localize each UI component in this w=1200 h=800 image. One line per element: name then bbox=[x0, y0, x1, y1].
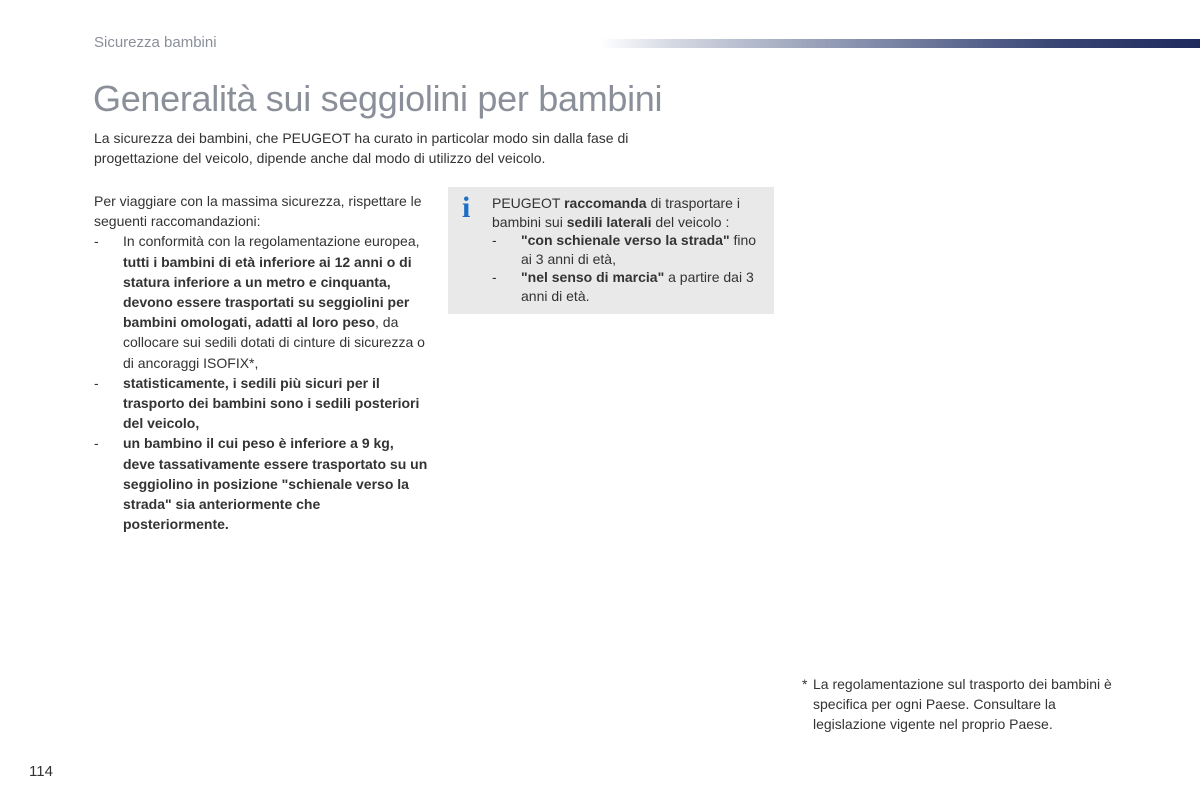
info-list-item bbox=[492, 268, 770, 305]
page-number: 114 bbox=[29, 763, 53, 780]
info-text-span: di trasportare i bambini sui bbox=[492, 195, 740, 230]
item-bold-text: tutti i bambini di età inferiore ai 12 anni o di statura inferiore a un metro e cinquanta, devono essere trasportati su seggiolini per bambini omologati, adatti al loro peso bbox=[123, 253, 412, 331]
info-box bbox=[448, 187, 774, 314]
recommendations-column bbox=[94, 191, 429, 534]
info-list-item bbox=[492, 231, 770, 268]
info-bold-text: "nel senso di marcia" bbox=[521, 269, 665, 285]
item-text: In conformità con la regolamentazione europea, bbox=[123, 233, 420, 250]
info-bold-text: "con schienale verso la strada" bbox=[521, 232, 730, 248]
info-text-span: a partire dai 3 anni di età. bbox=[521, 269, 754, 304]
item-bold-text: statisticamente, i sedili più sicuri per il trasporto dei bambini sono i sedili posteriori del veicolo, bbox=[123, 374, 420, 432]
info-bold-text: sedili laterali bbox=[566, 213, 652, 230]
intro-paragraph: La sicurezza dei bambini, che PEUGEOT ha curato in particolar modo sin dalla fase di progettazione del veicolo, dipende anche dal modo di utilizzo del veicolo. bbox=[94, 130, 629, 166]
page-title: Generalità sui seggiolini per bambini bbox=[93, 78, 663, 119]
info-text-span: del veicolo : bbox=[651, 213, 730, 230]
bullet-dash: - bbox=[492, 232, 497, 248]
footnote-text: La regolamentazione sul trasporto dei bambini è specifica per ogni Paese. Consultare la legislazione vigente nel proprio Paese. bbox=[813, 676, 1112, 732]
footnote-marker: * bbox=[802, 676, 808, 692]
bullet-dash: - bbox=[94, 374, 99, 391]
info-bold-text: raccomanda bbox=[564, 195, 647, 211]
info-icon: i bbox=[462, 191, 471, 224]
bullet-dash: - bbox=[492, 269, 497, 285]
item-bold-text: un bambino il cui peso è inferiore a 9 kg, deve tassativamente essere trasportato su un seggiolino in posizione "schienale verso la strada" sia anteriormente che posteriormente. bbox=[123, 435, 428, 533]
recommendations-lead: Per viaggiare con la massima sicurezza, rispettare le seguenti raccomandazioni: bbox=[94, 193, 422, 230]
bullet-dash: - bbox=[94, 435, 99, 452]
list-item bbox=[94, 433, 429, 534]
item-text: , da collocare sui sedili dotati di cinture di sicurezza o di ancoraggi ISOFIX*, bbox=[123, 314, 425, 371]
bullet-dash: - bbox=[94, 233, 99, 250]
list-item bbox=[94, 231, 429, 372]
footnote bbox=[802, 674, 1132, 734]
list-item bbox=[94, 373, 429, 434]
section-title: Sicurezza bambini bbox=[94, 34, 217, 51]
info-text-span: fino ai 3 anni di età, bbox=[521, 232, 757, 267]
header-gradient-bar bbox=[600, 39, 1200, 48]
info-text-span: PEUGEOT bbox=[492, 195, 565, 211]
info-paragraph bbox=[492, 194, 770, 231]
info-text bbox=[492, 194, 770, 305]
